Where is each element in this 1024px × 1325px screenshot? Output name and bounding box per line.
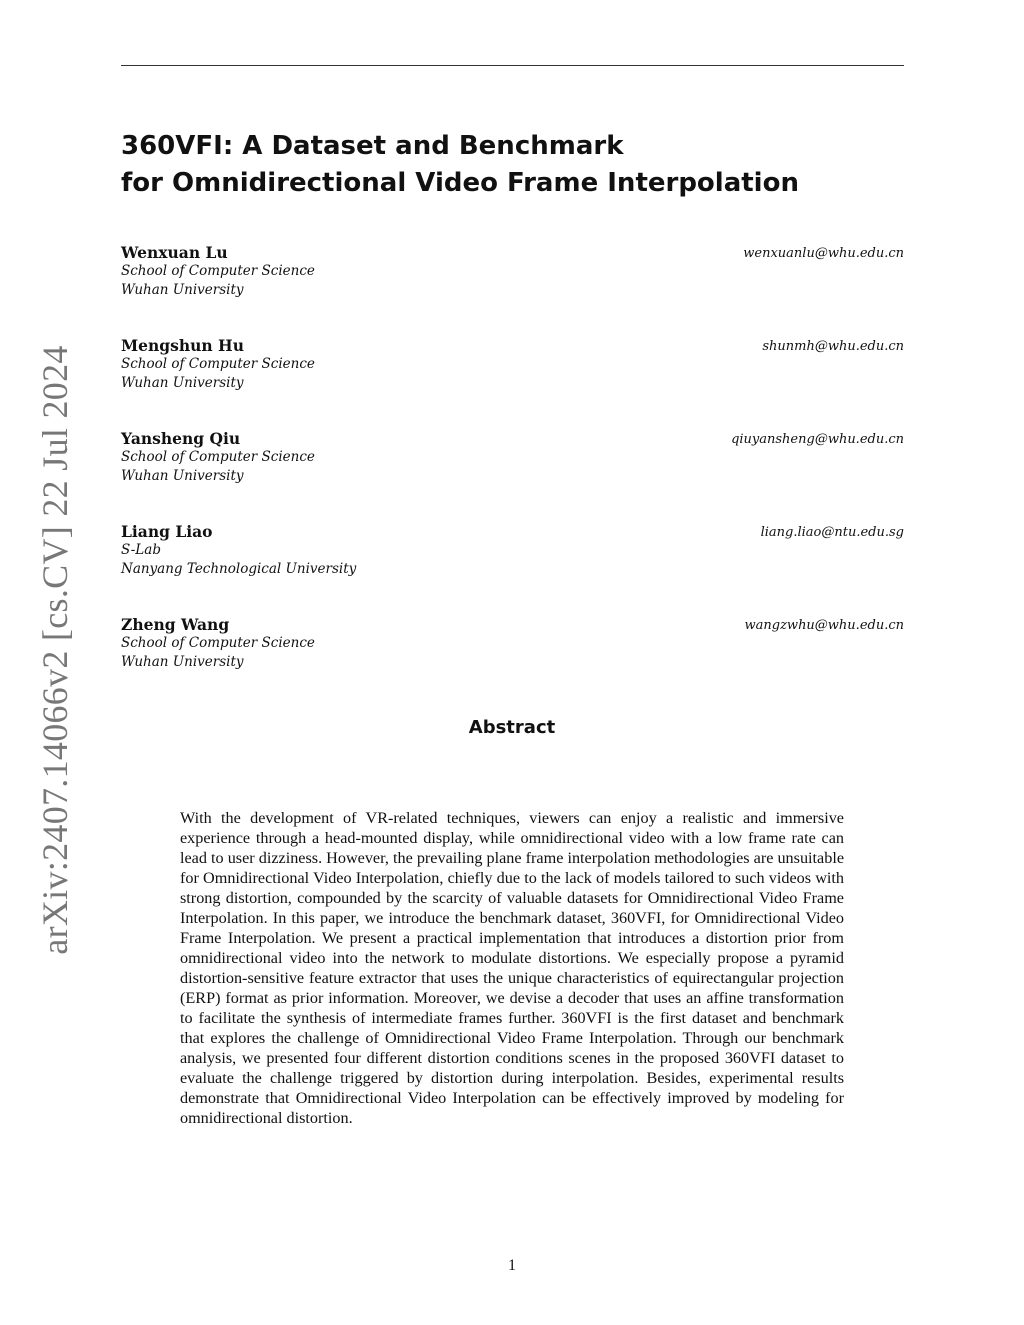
author-name: Zheng Wang xyxy=(121,615,230,634)
author-name: Mengshun Hu xyxy=(121,336,244,355)
author-name: Liang Liao xyxy=(121,522,213,541)
author-affiliation-dept: S-Lab xyxy=(121,542,161,558)
paper-title xyxy=(121,128,904,202)
arxiv-identifier[interactable]: arXiv:2407.14066v2 [cs.CV] 22 Jul 2024 xyxy=(35,345,75,955)
author-block xyxy=(121,337,904,397)
author-affiliation-inst: Wuhan University xyxy=(121,374,244,391)
author-affiliation-inst: Wuhan University xyxy=(121,653,244,670)
author-email[interactable]: wenxuanlu@whu.edu.cn xyxy=(743,246,904,261)
author-affiliation-dept: School of Computer Science xyxy=(121,635,315,651)
author-block xyxy=(121,244,904,304)
author-block xyxy=(121,523,904,583)
author-email[interactable]: liang.liao@ntu.edu.sg xyxy=(760,525,904,540)
abstract-heading: Abstract xyxy=(468,717,556,738)
author-email[interactable]: wangzwhu@whu.edu.cn xyxy=(744,618,904,633)
page-number: 1 xyxy=(508,1257,516,1274)
title-line-2: for Omnidirectional Video Frame Interpolation xyxy=(121,168,799,198)
title-line-1: 360VFI: A Dataset and Benchmark xyxy=(121,131,624,161)
author-email[interactable]: qiuyansheng@whu.edu.cn xyxy=(731,432,904,447)
author-email[interactable]: shunmh@whu.edu.cn xyxy=(762,339,904,354)
author-block xyxy=(121,616,904,676)
abstract-body: With the development of VR-related techniques, viewers can enjoy a realistic and immersive experience through a head-mounted display, while omnidirectional video with a low frame rate can lead to user dizziness. However, the prevailing plane frame interpolation methodologies are unsuitable for Omnidirectional Video Interpolation, chiefly due to the lack of models tailored to such videos with strong distortion, compounded by the scarcity of valuable datasets for Omnidirectional Video Frame Interpolation. In this paper, we introduce the benchmark dataset, 360VFI, for Omnidirectional Video Frame Interpolation. We present a practical implementation that introduces a distortion prior from omnidirectional video into the network to modulate distortions. We especially propose a pyramid distortion-sensitive feature extractor that uses the unique characteristics of equirectangular projection (ERP) format as prior information. Moreover, we devise a decoder that uses an affine transformation to facilitate the synthesis of intermediate frames further. 360VFI is the first dataset and benchmark that explores the challenge of Omnidirectional Video Frame Interpolation. Through our benchmark analysis, we presented four different distortion conditions scenes in the proposed 360VFI dataset to evaluate the challenge triggered by distortion during interpolation. Besides, experimental results demonstrate that Omnidirectional Video Interpolation can be effectively improved by modeling for omnidirectional distortion. xyxy=(180,809,844,1127)
author-affiliation-inst: Wuhan University xyxy=(121,467,244,484)
author-name: Wenxuan Lu xyxy=(121,243,228,262)
author-name: Yansheng Qiu xyxy=(121,429,241,448)
author-affiliation-dept: School of Computer Science xyxy=(121,263,315,279)
author-affiliation-dept: School of Computer Science xyxy=(121,356,315,372)
author-block xyxy=(121,430,904,490)
author-affiliation-inst: Nanyang Technological University xyxy=(121,560,357,577)
author-affiliation-dept: School of Computer Science xyxy=(121,449,315,465)
author-affiliation-inst: Wuhan University xyxy=(121,281,244,298)
header-rule xyxy=(121,65,904,66)
